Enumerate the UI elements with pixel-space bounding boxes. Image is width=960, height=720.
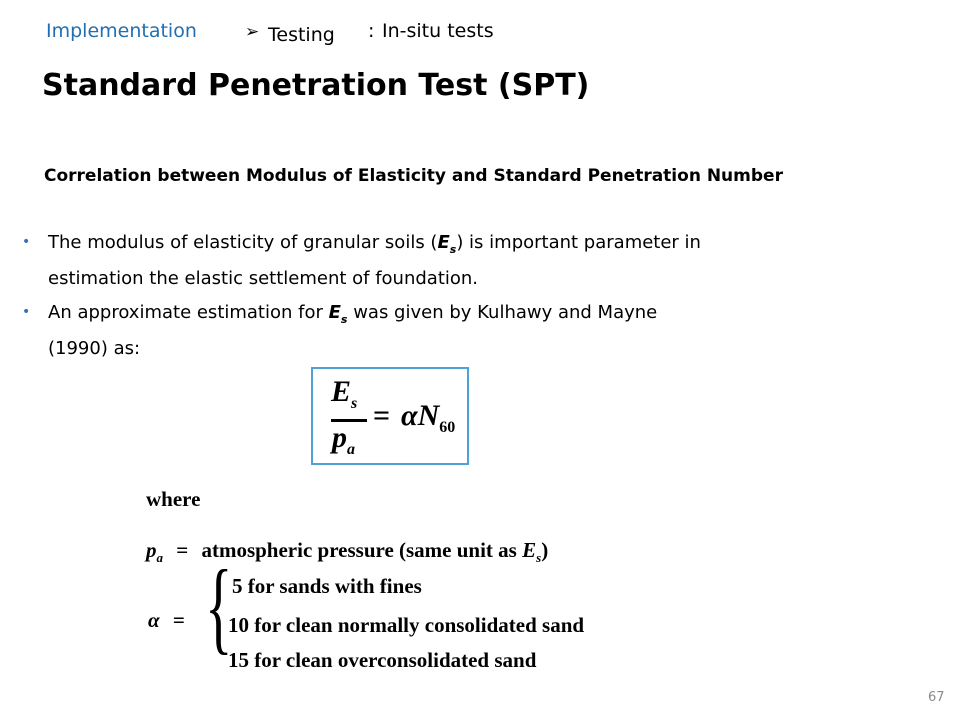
formula-denominator: $p_a$ (332, 421, 355, 458)
es-symbol: E (437, 232, 450, 253)
breadcrumb-section[interactable]: Implementation (46, 20, 197, 42)
where-label: where (146, 487, 201, 511)
es-symbol: E (328, 302, 341, 323)
formula-equals: = (373, 399, 391, 432)
formula-box (311, 367, 469, 465)
alpha-case-3: 15 for clean overconsolidated sand (228, 648, 537, 672)
breadcrumb-separator: : (368, 20, 375, 42)
bullet-icon: • (22, 234, 31, 250)
bullet-text: The modulus of elasticity of granular soils $(E_s)$ is important parameter in estimation the elastic settlement of foundation. (48, 232, 701, 289)
bullet-item (22, 228, 822, 293)
alpha-case-1: 5 for sands with fines (232, 574, 422, 598)
bullet-item (22, 298, 822, 363)
arrow-bullet-icon: ➢ (245, 22, 260, 42)
breadcrumb-topic[interactable]: Testing (268, 24, 335, 46)
breadcrumb (46, 20, 526, 48)
alpha-symbol: α = (148, 608, 185, 632)
alpha-case-2: 10 for clean normally consolidated sand (228, 613, 585, 637)
cases-brace: { (205, 549, 233, 664)
pa-definition: $p_a$ = atmospheric pressure (same unit as $E_s$) (146, 538, 549, 566)
bullet-text: An approximate estimation for $E_s$ was given by Kulhawy and Mayne (1990) as: (48, 302, 658, 359)
page-number: 67 (928, 690, 945, 705)
formula-rhs: $\alpha N_{60}$ (401, 399, 456, 436)
bullet-icon: • (22, 304, 31, 320)
section-subtitle: Correlation between Modulus of Elasticity and Standard Penetration Number (44, 166, 783, 186)
page-title: Standard Penetration Test (SPT) (42, 68, 590, 103)
breadcrumb-subtopic[interactable]: In-situ tests (382, 20, 494, 42)
formula-numerator: $E_s$ (331, 375, 358, 412)
